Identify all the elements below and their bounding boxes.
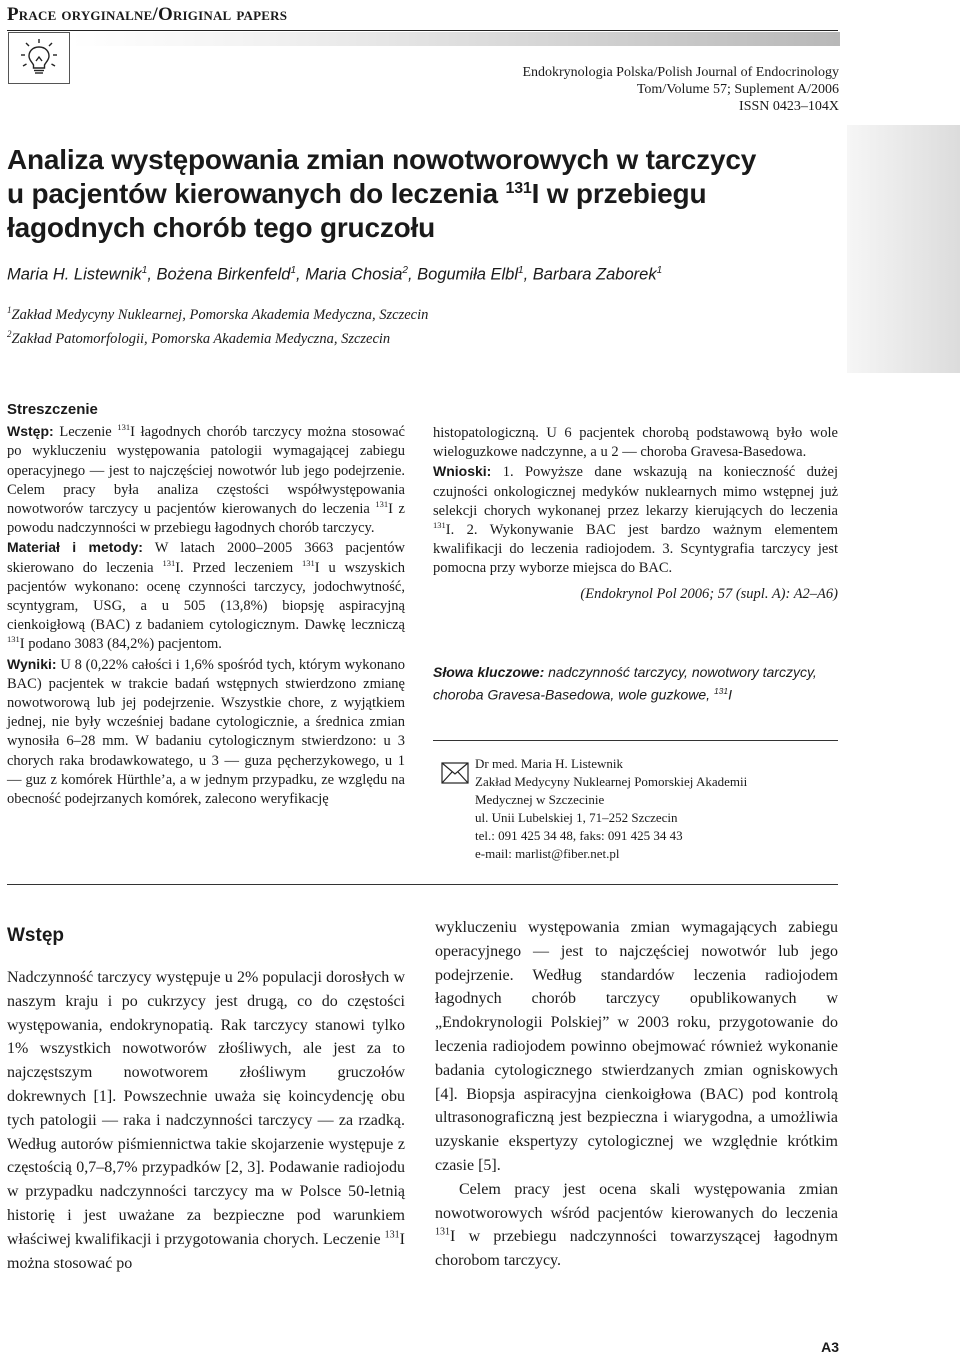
- affiliation-item: [7, 301, 428, 325]
- author-name: Maria H. Listewnik: [7, 265, 142, 284]
- author-name: Bożena Birkenfeld: [156, 265, 291, 284]
- journal-issn: ISSN 0423–104X: [739, 99, 839, 114]
- abstract-heading: Streszczenie: [7, 401, 98, 418]
- affiliation-item: [7, 325, 428, 349]
- contact-name: Dr med. Maria H. Listewnik: [475, 756, 624, 771]
- title-text: I w przebiegu: [531, 178, 707, 209]
- intro-paragraph: Celem pracy jest ocena skali występowania zmian nowotworowych wśród pacjentów kierowanych do leczenia $^{131}$I w przebiegu nadczynności towarzyszącej łagodnym chorobom tarczycy.: [435, 1180, 838, 1270]
- lightbulb-icon-graphic: [18, 37, 60, 79]
- abstract-label: Wnioski:: [433, 463, 492, 480]
- keywords-label: Słowa kluczowe:: [433, 664, 545, 680]
- title-text: u pacjentów kierowanych do leczenia: [7, 178, 506, 209]
- keywords: Słowa kluczowe: nadczynność tarczycy, nowotwory tarczycy, choroba Gravesa-Basedowa, wole guzkowe, $^{131}$I: [433, 664, 817, 703]
- abstract-right-column: [433, 424, 838, 604]
- contact-rule: [433, 740, 838, 741]
- author-affiliation: 1: [518, 265, 524, 276]
- abstract-label: Materiał i metody:: [7, 539, 143, 556]
- author-affiliation: 1: [290, 265, 297, 276]
- intro-paragraph: wykluczeniu występowania zmian wymagających zabiegu operacyjnego — jest to najczęściej nowotwór lub jego podejrzenie. Według standardów leczenia radiojodem łagodnych chorób tarczycy opublikowanych w „Endokrynologii Polskiej” w 2003 roku, przygotowanie do leczenia radiojodem powinno obejmować również wykonanie badania cytologicznego stwierdzanych zmian ogniskowych [4]. Biopsja aspiracyjna cienkoigłowa (BAC) pod kontrolą ultrasonograficzną jest bezpieczna i wiarygodna, a umożliwia uzyskanie ekspertyzy cytologicznej we względnie krótkim czasie [5].: [435, 919, 838, 1174]
- author-affiliation: 1: [656, 265, 663, 276]
- envelope-icon: [441, 762, 469, 784]
- intro-paragraph: Nadczynność tarczycy występuje u 2% populacji dorosłych w naszym kraju i po cukrzycy jest drugą, co do częstości występowania, endokrynopatią. Rak tarczycy stanowi tylko 1% wszystkich nowotworów złośliwych, ale jest za to najczęstszym nowotworem złośliwym gruczołów dokrewnych [1]. Powszechnie uważa się koincydencję obu tych patologii — raka i nadczynności tarczycy — za rzadką. Według autorów piśmiennictwa takie skojarzenie występuje z częstością 0,7–8,7% przypadków [2, 3]. Podawanie radiojodu w przypadku nadczynności tarczycy ma w Polsce 50-letnią historię i jest uważane za bezpieczne pod warunkiem właściwej kwalifikacji i przygotowania chorych. Leczenie $^{131}$I można stosować po: [7, 969, 405, 1272]
- article-title: [7, 143, 827, 245]
- author-affiliation: 2: [402, 265, 408, 276]
- author-name: Bogumiła Elbl: [417, 265, 519, 284]
- abstract-results-continued: histopatologiczną. U 6 pacjentek chorobą podstawową było wole wieloguzkowe nadczynne, a u 2 — choroba Gravesa-Basedowa.: [433, 425, 838, 461]
- citation: (Endokrynol Pol 2006; 57 (supl. A): A2–A6): [580, 585, 838, 602]
- header-gradient-bar: [71, 32, 840, 46]
- intro-left-column: [7, 966, 405, 1275]
- author-list: Maria H. Listewnik$^1$, Bożena Birkenfeld$^1$, Maria Chosia$^2$, Bogumiła Elbl$^1$, Barbara Zaborek$^1$: [7, 265, 663, 284]
- decorative-side-block: [847, 125, 960, 373]
- contact-line: Medycznej w Szczecinie: [475, 792, 605, 807]
- abstract-label: Wyniki:: [7, 655, 57, 672]
- author-name: Maria Chosia: [305, 265, 403, 284]
- contact-phone: tel.: 091 425 34 48, faks: 091 425 34 43: [475, 828, 683, 843]
- abstract-conclusions: Wnioski: 1. Powyższe dane wskazują na konieczność dużej czujności onkologicznej medyków nuklearnych mimo wstępnej już selekcji chorych wykonanej przez lekarzy kierujących do leczenia $^{131}$I. 2. Wykonywanie BAC jest bardzo ważnym elementem kwalifikacji do leczenia radiojodem. 3. Scyntygrafia tarczycy jest pomocna przy wyborze miejsca do BAC.: [433, 463, 838, 577]
- title-superscript: 131: [505, 180, 532, 197]
- journal-name: Endokrynologia Polska/Polish Journal of Endocrinology: [522, 65, 839, 80]
- title-line-3: łagodnych chorób tego gruczołu: [7, 212, 436, 243]
- abstract-left-column: [7, 400, 405, 809]
- abstract-results: Wyniki: U 8 (0,22% całości i 1,6% spośród tych, którym wykonano BAC) pacjentek w trakcie badań wstępnych stwierdzono zmianę nowotworową lub jej podejrzenie. Wszystkie chore, z wyjątkiem jednej, nie były wcześniej badane cytologicznie, a średnica zmian wynosiła 6–28 mm. W badaniu cytologicznym stwierdzono: u 3 chorych raka brodawkowatego, u 3 — guza pęcherzykowego, u 1 — guz z komórek Hürthle’a, a w jednym przypadku, ze względu na obecność podejrzanych komórek, zalecono weryfikację: [7, 655, 405, 808]
- contact-email[interactable]: e-mail: marlist@fiber.net.pl: [475, 846, 620, 861]
- correspondence-address: [475, 755, 747, 863]
- affiliation-text: Zakład Medycyny Nuklearnej, Pomorska Akademia Medyczna, Szczecin: [11, 306, 429, 323]
- affiliations: [7, 301, 428, 349]
- affiliation-text: Zakład Patomorfologii, Pomorska Akademia Medyczna, Szczecin: [11, 330, 391, 347]
- contact-line: Zakład Medycyny Nuklearnej Pomorskiej Akademii: [475, 774, 748, 789]
- header-rule: [7, 30, 838, 31]
- abstract-introduction: Wstęp: Leczenie $^{131}$I łagodnych chorób tarczycy można stosować po wykluczeniu występowania patologii wymagającej zabiegu operacyjnego — jest to najczęściej nowotwór lub jego podejrzenie. Celem pracy była analiza częstości współwystępowania nowotworów tarczycy u pacjentów kierowanych do leczenia $^{131}$I z powodu nadczynności w przebiegu łagodnych chorób tarczycy.: [7, 422, 405, 537]
- journal-info: [522, 64, 839, 115]
- affiliation-number: 2: [7, 328, 12, 339]
- title-line-2: [7, 177, 827, 211]
- abstract-methods: Materiał i metody: W latach 2000–2005 3663 pacjentów skierowano do leczenia $^{131}$I. Przed leczeniem $^{131}$I u wszyskich pacjentów wykonano: ocenę czynności tarczycy, jodochwytność, scyntygram, USG, a u 505 (13,8%) biopsję aspiracyjną cienkoigłową (BAC) z badaniem cytologicznym. Dawkę leczniczą $^{131}$I podano 3083 (84,2%) pacjentom.: [7, 539, 405, 653]
- title-line-1: Analiza występowania zmian nowotworowych w tarczycy: [7, 144, 757, 175]
- journal-volume: Tom/Volume 57; Suplement A/2006: [636, 82, 839, 97]
- section-rule: [7, 884, 838, 885]
- contact-line: ul. Unii Lubelskiej 1, 71–252 Szczecin: [475, 810, 678, 825]
- abstract-label: Wstęp:: [7, 423, 54, 440]
- lightbulb-icon: [8, 32, 70, 84]
- page-number: A3: [821, 1339, 839, 1355]
- affiliation-number: 1: [7, 305, 12, 315]
- intro-heading: Wstęp: [7, 925, 64, 946]
- section-label: Prace oryginalne/Original papers: [7, 4, 288, 25]
- author-name: Barbara Zaborek: [532, 265, 657, 284]
- author-affiliation: 1: [141, 265, 148, 276]
- intro-right-column: [435, 916, 838, 1273]
